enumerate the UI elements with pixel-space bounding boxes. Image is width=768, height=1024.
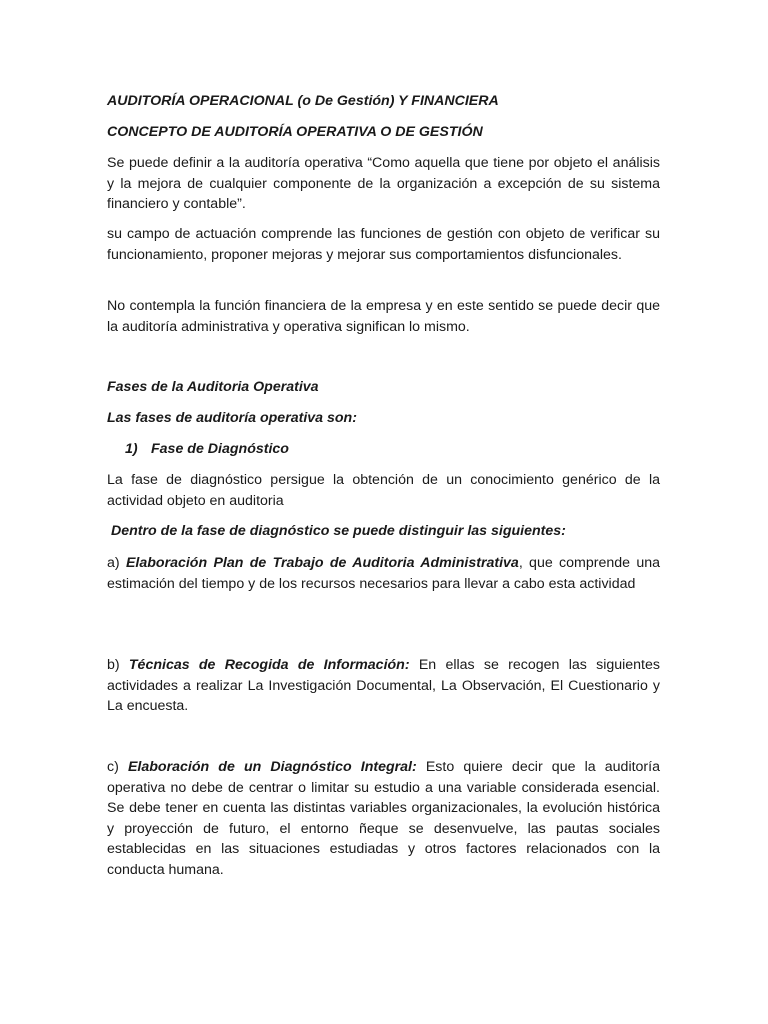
item-b-paragraph <box>107 655 660 717</box>
item-a-title: Elaboración Plan de Trabajo de Auditoria Administrativa <box>125 555 519 571</box>
item-c-title: Elaboración de un Diagnóstico Integral: <box>127 759 417 775</box>
list-item-label: Fase de Diagnóstico <box>151 441 289 457</box>
phases-subheading: Las fases de auditoría operativa son: <box>107 410 357 426</box>
definition-paragraph: Se puede definir a la auditoría operativa “Como aquella que tiene por objeto el análisis y la mejora de cualquier componente de la organización a excepción de su sistema financiero y contable”. <box>107 155 660 212</box>
item-c-prefix: c) <box>107 759 128 775</box>
phases-heading: Fases de la Auditoria Operativa <box>107 379 319 395</box>
item-b-text: En ellas se recogen las siguientes actividades a realizar La Investigación Documental, La Observación, El Cuestionario y La encuesta. <box>107 657 660 714</box>
list-number: 1) <box>125 441 138 457</box>
item-c-paragraph <box>107 757 660 880</box>
item-b-title: Técnicas de Recogida de Información: <box>128 657 410 673</box>
diagnosis-subheading: Dentro de la fase de diagnóstico se puede distinguir las siguientes: <box>111 523 566 539</box>
main-title: AUDITORÍA OPERACIONAL (o De Gestión) Y FINANCIERA <box>107 93 499 109</box>
item-b-prefix: b) <box>107 657 129 673</box>
item-c-text: Esto quiere decir que la auditoría operativa no debe de centrar o limitar su estudio a una variable considerada esencial. Se debe tener en cuenta las distintas variables organizacionales, la evolución histórica y proyección de futuro, el entorno ñeque se desenvuelve, las pautas sociales establecidas en las situaciones estudiadas y otros factores relacionados con la conducta humana. <box>107 759 660 878</box>
diagnosis-paragraph: La fase de diagnóstico persigue la obtención de un conocimiento genérico de la actividad objeto en auditoria <box>107 472 660 509</box>
item-a-text: , que comprende una estimación del tiempo y de los recursos necesarios para llevar a cabo esta actividad <box>107 555 660 592</box>
item-a-prefix: a) <box>107 555 126 571</box>
financial-function-paragraph: No contempla la función financiera de la empresa y en este sentido se puede decir que la auditoría administrativa y operativa significan lo mismo. <box>107 298 660 335</box>
scope-paragraph: su campo de actuación comprende las funciones de gestión con objeto de verificar su funcionamiento, proponer mejoras y mejorar sus comportamientos disfuncionales. <box>107 226 660 263</box>
item-a-paragraph <box>107 553 660 594</box>
phase-list-item-1 <box>125 439 660 460</box>
concept-heading: CONCEPTO DE AUDITORÍA OPERATIVA O DE GESTIÓN <box>107 124 483 140</box>
